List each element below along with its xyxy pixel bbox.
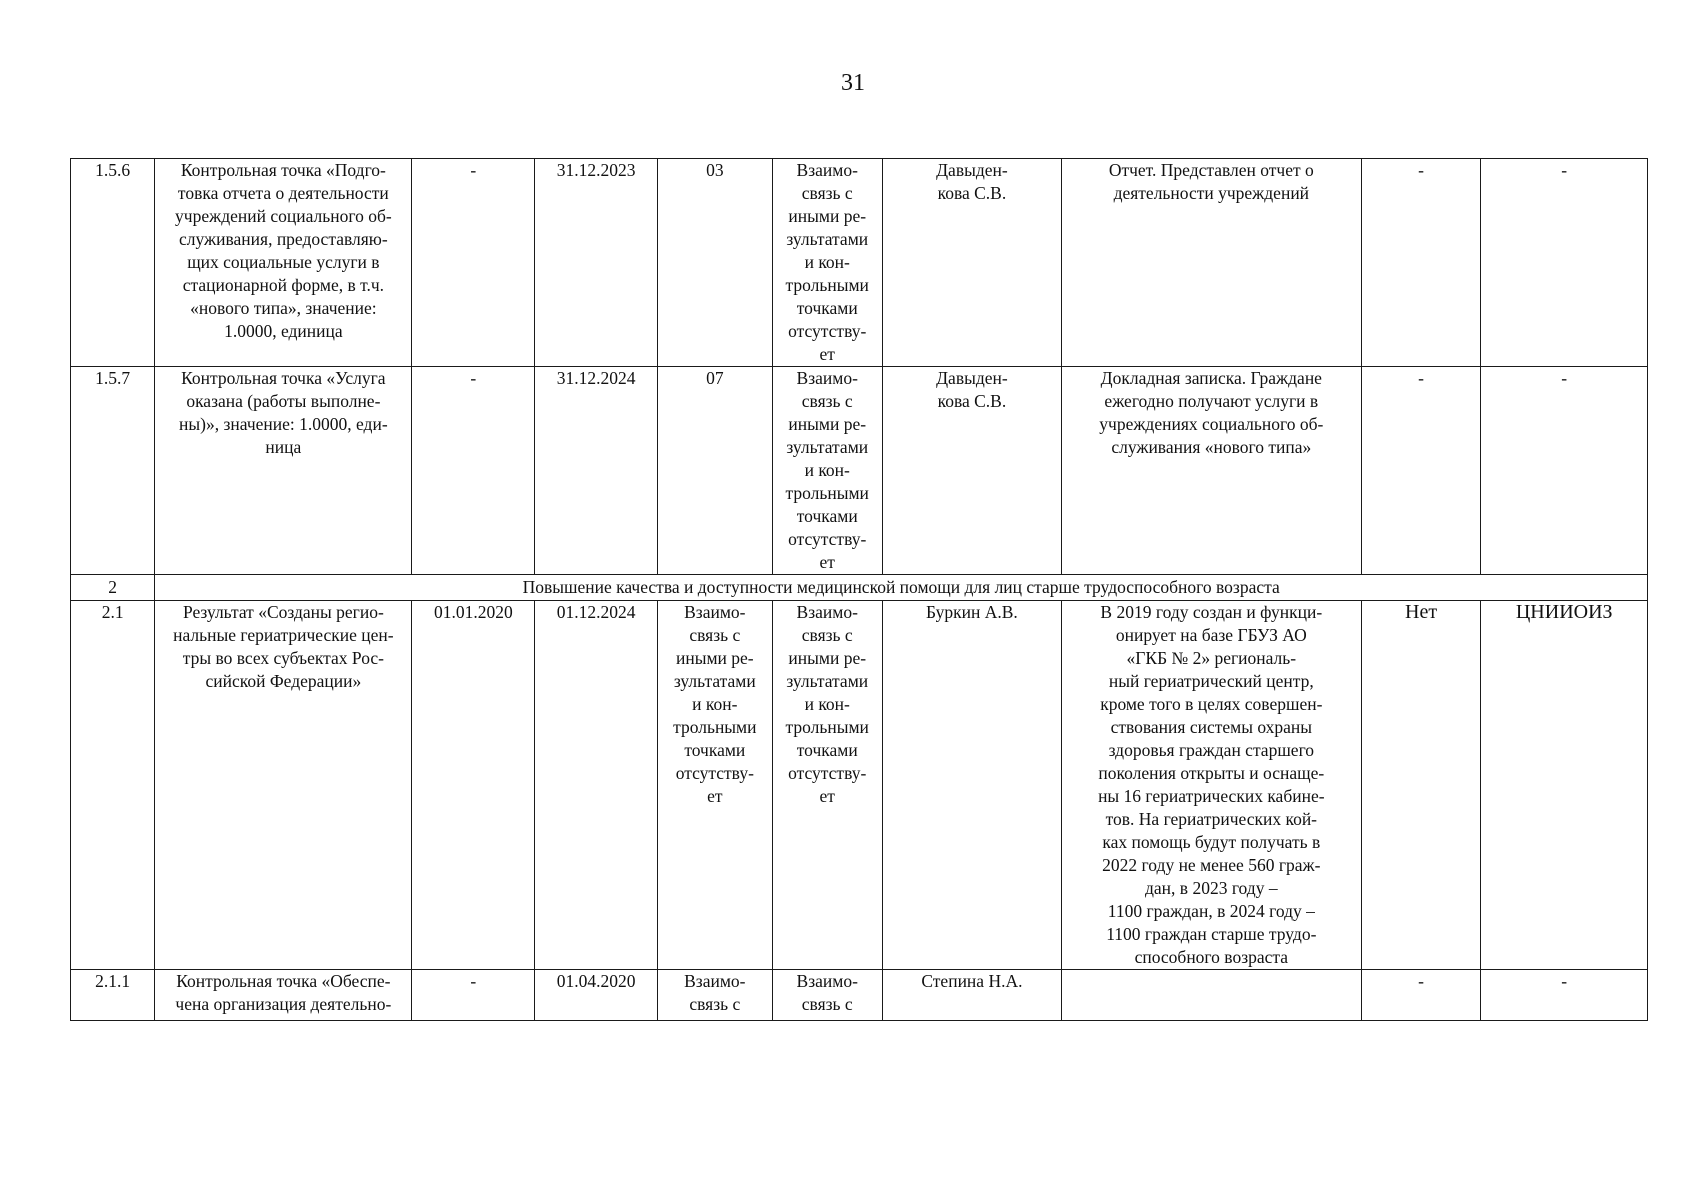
column-9-cell: Нет [1361, 601, 1481, 970]
column-9-cell: - [1361, 367, 1481, 575]
links-cell: Взаимо- связь с иными ре- зультатами и кон- трольными точками отсутству- ет [772, 601, 882, 970]
start-date: - [412, 367, 535, 575]
start-date: - [412, 159, 535, 367]
end-date: 31.12.2023 [535, 159, 658, 367]
end-date: 01.04.2020 [535, 970, 658, 1021]
type-code: Взаимо- связь с иными ре- зультатами и кон- трольными точками отсутству- ет [658, 601, 773, 970]
control-point-name: Контрольная точка «Обеспе- чена организация деятельно- [155, 970, 412, 1021]
column-10-cell: - [1481, 367, 1648, 575]
control-point-name: Контрольная точка «Услуга оказана (работы выполне- ны)», значение: 1.0000, еди- ница [155, 367, 412, 575]
table-row [71, 367, 1648, 575]
table-row [71, 159, 1648, 367]
row-number: 2.1.1 [71, 970, 155, 1021]
plan-table [70, 158, 1648, 1021]
section-title: Повышение качества и доступности медицинской помощи для лиц старше трудоспособного возраста [155, 575, 1648, 601]
result-name: Результат «Созданы регио- нальные гериатрические цен- тры во всех субъектах Рос- сийской Федерации» [155, 601, 412, 970]
type-code: 07 [658, 367, 773, 575]
responsible-cell: Буркин А.В. [882, 601, 1061, 970]
links-cell: Взаимо- связь с иными ре- зультатами и кон- трольными точками отсутству- ет [772, 367, 882, 575]
type-code: Взаимо- связь с [658, 970, 773, 1021]
start-date: 01.01.2020 [412, 601, 535, 970]
result-cell: Докладная записка. Граждане ежегодно получают услуги в учреждениях социального об- служивания «нового типа» [1061, 367, 1361, 575]
row-number: 1.5.7 [71, 367, 155, 575]
column-9-cell: - [1361, 159, 1481, 367]
row-number: 1.5.6 [71, 159, 155, 367]
column-10-cell: ЦНИИОИЗ [1481, 601, 1648, 970]
column-9-cell: - [1361, 970, 1481, 1021]
column-10-cell: - [1481, 159, 1648, 367]
column-10-cell: - [1481, 970, 1648, 1021]
type-code: 03 [658, 159, 773, 367]
table-row [71, 970, 1648, 1021]
links-cell: Взаимо- связь с [772, 970, 882, 1021]
responsible-cell: Степина Н.А. [882, 970, 1061, 1021]
responsible-cell: Давыден- кова С.В. [882, 159, 1061, 367]
end-date: 01.12.2024 [535, 601, 658, 970]
section-row [71, 575, 1648, 601]
links-cell: Взаимо- связь с иными ре- зультатами и кон- трольными точками отсутству- ет [772, 159, 882, 367]
result-cell [1061, 970, 1361, 1021]
responsible-cell: Давыден- кова С.В. [882, 367, 1061, 575]
result-cell: Отчет. Представлен отчет о деятельности учреждений [1061, 159, 1361, 367]
page-number: 31 [841, 70, 865, 96]
end-date: 31.12.2024 [535, 367, 658, 575]
result-cell: В 2019 году создан и функци- онирует на базе ГБУЗ АО «ГКБ № 2» региональ- ный гериатрический центр, кроме того в целях совершен- ствования системы охраны здоровья граждан старшего поколения открыты и оснаще- ны 16 гериатрических кабине- тов. На гериатрических кой- ках помощь будут получать в 2022 году не менее 560 граж- дан, в 2023 году – 1100 граждан, в 2024 году – 1100 граждан старше трудо- способного возраста [1061, 601, 1361, 970]
row-number: 2.1 [71, 601, 155, 970]
control-point-name: Контрольная точка «Подго- товка отчета о деятельности учреждений социального об- служивания, предоставляю- щих социальные услуги в стационарной форме, в т.ч. «нового типа», значение: 1.0000, единица [155, 159, 412, 367]
table-row [71, 601, 1648, 970]
section-number: 2 [71, 575, 155, 601]
start-date: - [412, 970, 535, 1021]
